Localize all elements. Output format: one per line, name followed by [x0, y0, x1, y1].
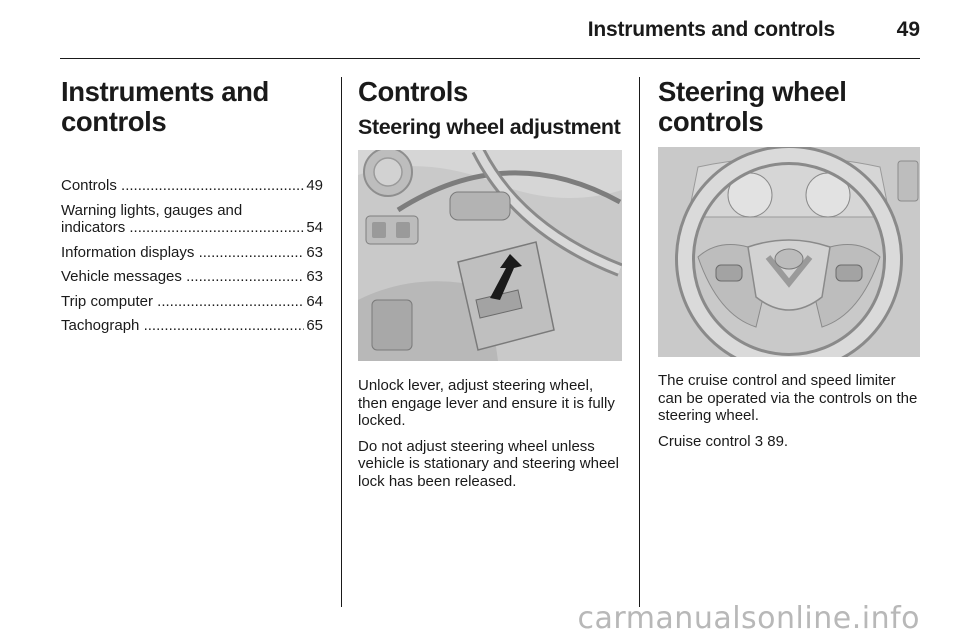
- section-title: Controls: [358, 76, 468, 107]
- chapter-title: [61, 77, 323, 137]
- toc-label-line: Warning lights, gauges and: [61, 201, 243, 219]
- chapter-title-line: Instruments and: [61, 76, 269, 107]
- toc-entry-controls[interactable]: [61, 177, 323, 195]
- column-divider: [639, 77, 640, 607]
- table-of-contents: [61, 177, 323, 335]
- steering-controls-description: The cruise control and speed limiter can be operated via the controls on the steering wheel.: [658, 372, 918, 424]
- toc-page: 63: [306, 268, 323, 285]
- watermark: carmanualsonline.info: [577, 601, 920, 636]
- toc-entry-trip-computer[interactable]: [61, 293, 323, 311]
- controls-column: [358, 74, 622, 498]
- toc-label: Trip computer .....: [61, 293, 304, 311]
- header-title: Instruments and controls: [587, 18, 835, 41]
- steering-wheel-illustration: [658, 147, 920, 357]
- toc-page: 54: [306, 219, 323, 236]
- toc-entry-information-displays[interactable]: [61, 244, 323, 262]
- toc-page: 63: [306, 243, 323, 261]
- steering-controls-column: [658, 74, 920, 458]
- section-title: Steering wheel controls: [658, 76, 847, 137]
- chapter-column: [61, 74, 323, 342]
- reference-page: 89.: [767, 432, 789, 450]
- page-reference-symbol: 3: [754, 432, 764, 450]
- header-rule: [60, 58, 920, 59]
- toc-page: 64: [306, 292, 323, 310]
- toc-entry-vehicle-messages[interactable]: [61, 268, 323, 286]
- cruise-control-reference[interactable]: [658, 433, 920, 451]
- toc-label: Controls .....: [61, 177, 304, 195]
- toc-page: 49: [306, 177, 323, 194]
- column-divider: [341, 77, 342, 607]
- toc-label: Vehicle messages .....: [61, 268, 304, 286]
- toc-label: Tachograph .....: [61, 317, 304, 335]
- subsection-title: Steering wheel adjustment: [358, 115, 621, 139]
- toc-label: Information displays .....: [61, 244, 304, 262]
- page-number: 49: [896, 18, 920, 41]
- adjustment-instruction: Unlock lever, adjust steering wheel, then engage lever and ensure it is fully locked.: [358, 377, 615, 429]
- toc-label: indicators .....: [61, 219, 304, 237]
- adjustment-warning: Do not adjust steering wheel unless vehicle is stationary and steering wheel lock has been released.: [358, 437, 619, 490]
- reference-text: Cruise control: [658, 432, 751, 450]
- steering-adjustment-illustration: [358, 150, 622, 361]
- toc-entry-warning-lights[interactable]: [61, 202, 323, 237]
- chapter-title-line: controls: [61, 106, 167, 137]
- toc-entry-tachograph[interactable]: [61, 317, 323, 335]
- toc-page: 65: [306, 317, 323, 334]
